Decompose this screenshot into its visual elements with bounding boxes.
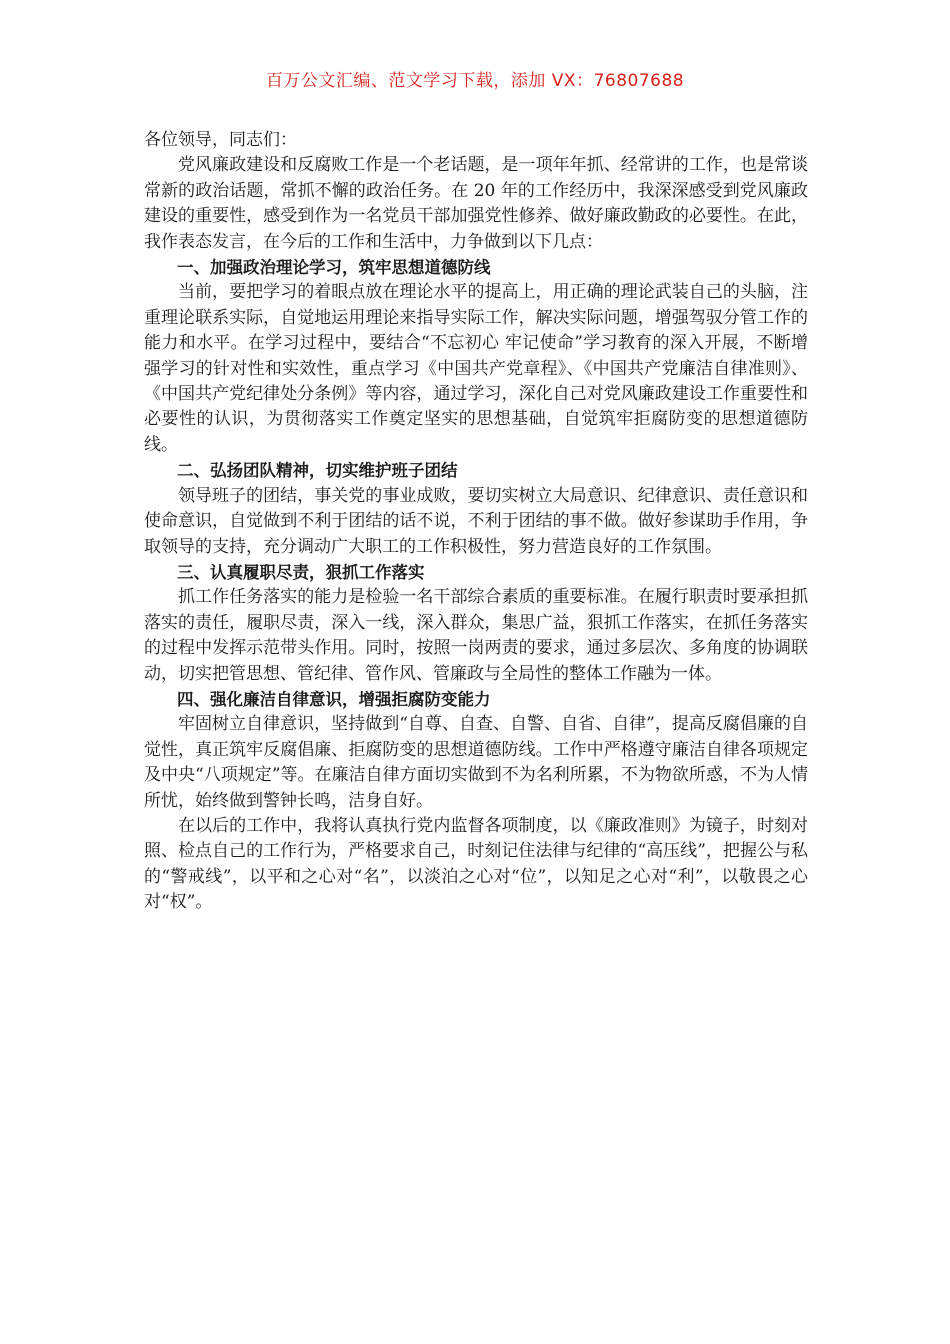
intro-paragraph: 党风廉政建设和反腐败工作是一个老话题，是一项年年抓、经常讲的工作，也是常谈常新的政治话题，常抓不懈的政治任务。在 20 年的工作经历中，我深深感受到党风廉政建设的重要性，感受到作为一名党员干部加强党性修养、做好廉政勤政的必要性。在此，我作表态发言，在今后的工作和生活中，力争做到以下几点： <box>144 155 808 252</box>
section-body-2: 领导班子的团结，事关党的事业成败，要切实树立大局意识、纪律意识、责任意识和使命意识，自觉做到不利于团结的话不说，不利于团结的事不做。做好参谋助手作用，争取领导的支持，充分调动广大职工的工作积极性，努力营造良好的工作氛围。 <box>144 485 808 557</box>
section-body-4: 牢固树立自律意识，坚持做到“自尊、自查、自警、自省、自律”，提高反腐倡廉的自觉性，真正筑牢反腐倡廉、拒腐防变的思想道德防线。工作中严格遵守廉洁自律各项规定及中央“八项规定”等。在廉洁自律方面切实做到不为名利所累，不为物欲所惑，不为人情所忧，始终做到警钟长鸣，洁身自好。 <box>144 714 808 811</box>
header-banner: 百万公文汇编、范文学习下载，添加 VX：76807688 <box>265 71 685 91</box>
section-heading-3: 三、认真履职尽责，狠抓工作落实 <box>177 562 425 582</box>
document-body <box>144 128 808 916</box>
section-body-3: 抓工作任务落实的能力是检验一名干部综合素质的重要标准。在履行职责时要承担抓落实的责任，履职尽责，深入一线，深入群众，集思广益，狠抓工作落实，在抓任务落实的过程中发挥示范带头作用。同时，按照一岗两责的要求，通过多层次、多角度的协调联动，切实把管思想、管纪律、管作风、管廉政与全局性的整体工作融为一体。 <box>144 587 808 684</box>
section-heading-4: 四、强化廉洁自律意识，增强拒腐防变能力 <box>177 689 491 709</box>
section-body-1: 当前，要把学习的着眼点放在理论水平的提高上，用正确的理论武装自己的头脑，注重理论联系实际，自觉地运用理论来指导实际工作，解决实际问题，增强驾驭分管工作的能力和水平。在学习过程中，要结合“不忘初心 牢记使命”学习教育的深入开展，不断增强学习的针对性和实效性，重点学习《中国共产党章程》、《中国共产党廉洁自律准则》、《中国共产党纪律处分条例》等内容，通过学习，深化自己对党风廉政建设工作重要性和必要性的认识，为贯彻落实工作奠定坚实的思想基础，自觉筑牢拒腐防变的思想道德防线。 <box>144 282 808 455</box>
salutation: 各位领导，同志们： <box>144 130 297 150</box>
section-heading-1: 一、加强政治理论学习，筑牢思想道德防线 <box>177 258 491 278</box>
section-heading-2: 二、弘扬团队精神，切实维护班子团结 <box>177 461 458 481</box>
closing-paragraph: 在以后的工作中，我将认真执行党内监督各项制度，以《廉政准则》为镜子，时刻对照、检点自己的工作行为，严格要求自己，时刻记住法律与纪律的“高压线”，把握公与私的“警戒线”，以平和之心对“名”，以淡泊之心对“位”，以知足之心对“利”，以敬畏之心对“权”。 <box>144 815 808 913</box>
